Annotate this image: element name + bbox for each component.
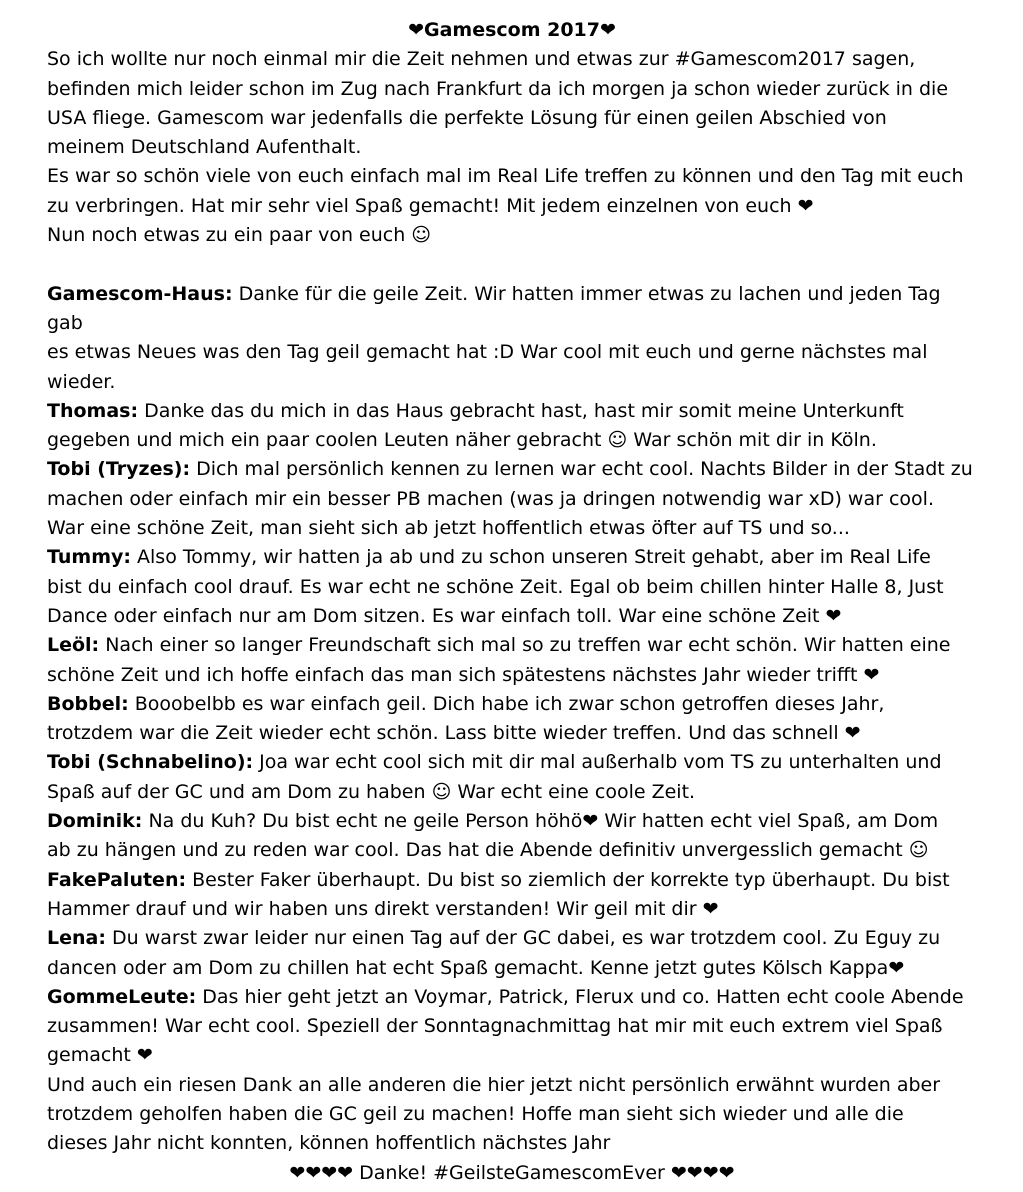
entry-tummy bbox=[47, 543, 977, 631]
entry-text: Na du Kuh? Du bist echt ne geile Person höhö❤ Wir hatten echt viel Spaß, am Dom ab zu hängen und zu reden war cool. Das hat die Abende definitiv unvergesslich gemacht ☺ bbox=[47, 810, 939, 862]
entry-text: Das hier geht jetzt an Voymar, Patrick, Flerux und co. Hatten echt coole Abende zusammen! War echt cool. Speziell der Sonntagnachmittag hat mir mit euch extrem viel Spaß gemacht ❤ bbox=[47, 985, 964, 1067]
entry-text: Also Tommy, wir hatten ja ab und zu schon unseren Streit gehabt, aber im Real Life bist du einfach cool drauf. Es war echt ne schöne Zeit. Egal ob beim chillen hinter Halle 8, Just Dance oder einfach nur am Dom sitzen. Es war einfach toll. War eine schöne Zeit ❤ bbox=[47, 546, 944, 627]
closing-line: ❤❤❤❤ Danke! #GeilsteGamescomEver ❤❤❤❤ bbox=[289, 1161, 735, 1184]
entry-name: Gamescom-Haus: bbox=[47, 282, 233, 305]
entry-text: Du warst zwar leider nur einen Tag auf der GC dabei, es war trotzdem cool. Zu Eguy zu dancen oder am Dom zu chillen hat echt Spaß gemacht. Kenne jetzt gutes Kölsch Kappa❤ bbox=[47, 927, 941, 979]
entry-name: Lena: bbox=[47, 927, 106, 950]
intro-paragraph-3: Nun noch etwas zu ein paar von euch ☺ bbox=[47, 224, 432, 247]
document-title: ❤Gamescom 2017❤ bbox=[408, 19, 616, 41]
entry-name: GommeLeute: bbox=[47, 985, 197, 1008]
intro-paragraph-1: So ich wollte nur noch einmal mir die Zeit nehmen und etwas zur #Gamescom2017 sagen, befinden mich leider schon im Zug nach Frankfurt da ich morgen ja schon wieder zurück in die USA fliege. Gamescom war jedenfalls die perfekte Lösung für einen geilen Abschied von meinem Deutschland Aufenthalt. bbox=[47, 48, 949, 159]
entry-name: Tobi (Tryzes): bbox=[47, 458, 191, 481]
entry-name: Thomas: bbox=[47, 399, 139, 422]
entry-tobi-schnabelino bbox=[47, 748, 977, 807]
entry-name: Bobbel: bbox=[47, 692, 129, 715]
outro-paragraph: Und auch ein riesen Dank an alle anderen die hier jetzt nicht persönlich erwähnt wurden aber trotzdem geholfen haben die GC geil zu machen! Hoffe man sieht sich wieder und alle die dieses Jahr nicht konnten, können hoffentlich nächstes Jahr bbox=[47, 1073, 941, 1155]
document-body bbox=[47, 16, 977, 1188]
entry-text: Nach einer so langer Freundschaft sich mal so zu treffen war echt schön. Wir hatten eine schöne Zeit und ich hoffe einfach das man sich spätestens nächstes Jahr wieder trifft ❤ bbox=[47, 634, 951, 686]
entry-fakepaluten bbox=[47, 866, 977, 925]
entry-name: Leöl: bbox=[47, 634, 100, 657]
entry-gommeleute bbox=[47, 983, 977, 1071]
entry-text: Danke für die geile Zeit. Wir hatten immer etwas zu lachen und jeden Tag gab es etwas Neues was den Tag geil gemacht hat :D War cool mit euch und gerne nächstes mal wieder. bbox=[47, 282, 941, 393]
entry-name: FakePaluten: bbox=[47, 868, 187, 891]
entry-name: Tobi (Schnabelino): bbox=[47, 751, 254, 774]
entry-name: Dominik: bbox=[47, 810, 143, 833]
entry-tobi-tryzes bbox=[47, 455, 977, 543]
entry-bobbel bbox=[47, 690, 977, 749]
entry-text: Joa war echt cool sich mit dir mal außerhalb vom TS zu unterhalten und Spaß auf der GC und am Dom zu haben ☺ War echt eine coole Zeit. bbox=[47, 751, 942, 803]
entry-text: Dich mal persönlich kennen zu lernen war echt cool. Nachts Bilder in der Stadt zu machen oder einfach mir ein besser PB machen (was ja dringen notwendig war xD) war cool. War eine schöne Zeit, man sieht sich ab jetzt hoffentlich etwas öfter auf TS und so... bbox=[47, 458, 973, 540]
entry-text: Danke das du mich in das Haus gebracht hast, hast mir somit meine Unterkunft gegeben und mich ein paar coolen Leuten näher gebracht ☺ War schön mit dir in Köln. bbox=[47, 399, 904, 452]
entry-name: Tummy: bbox=[47, 546, 131, 569]
intro-paragraph-2: Es war so schön viele von euch einfach mal im Real Life treffen zu können und den Tag mit euch zu verbringen. Hat mir sehr viel Spaß gemacht! Mit jedem einzelnen von euch ❤ bbox=[47, 165, 964, 217]
entry-lena bbox=[47, 924, 977, 983]
entry-dominik bbox=[47, 807, 977, 866]
entry-gamescom-haus bbox=[47, 280, 977, 397]
entry-text: Bester Faker überhaupt. Du bist so ziemlich der korrekte typ überhaupt. Du bist Hammer drauf und wir haben uns direkt verstanden! Wir geil mit dir ❤ bbox=[47, 868, 950, 920]
entry-leol bbox=[47, 631, 977, 690]
entry-thomas bbox=[47, 397, 977, 456]
blank-line bbox=[47, 250, 977, 279]
entry-text: Booobelbb es war einfach geil. Dich habe ich zwar schon getroffen dieses Jahr, trotzdem war die Zeit wieder echt schön. Lass bitte wieder treffen. Und das schnell ❤ bbox=[47, 692, 885, 745]
